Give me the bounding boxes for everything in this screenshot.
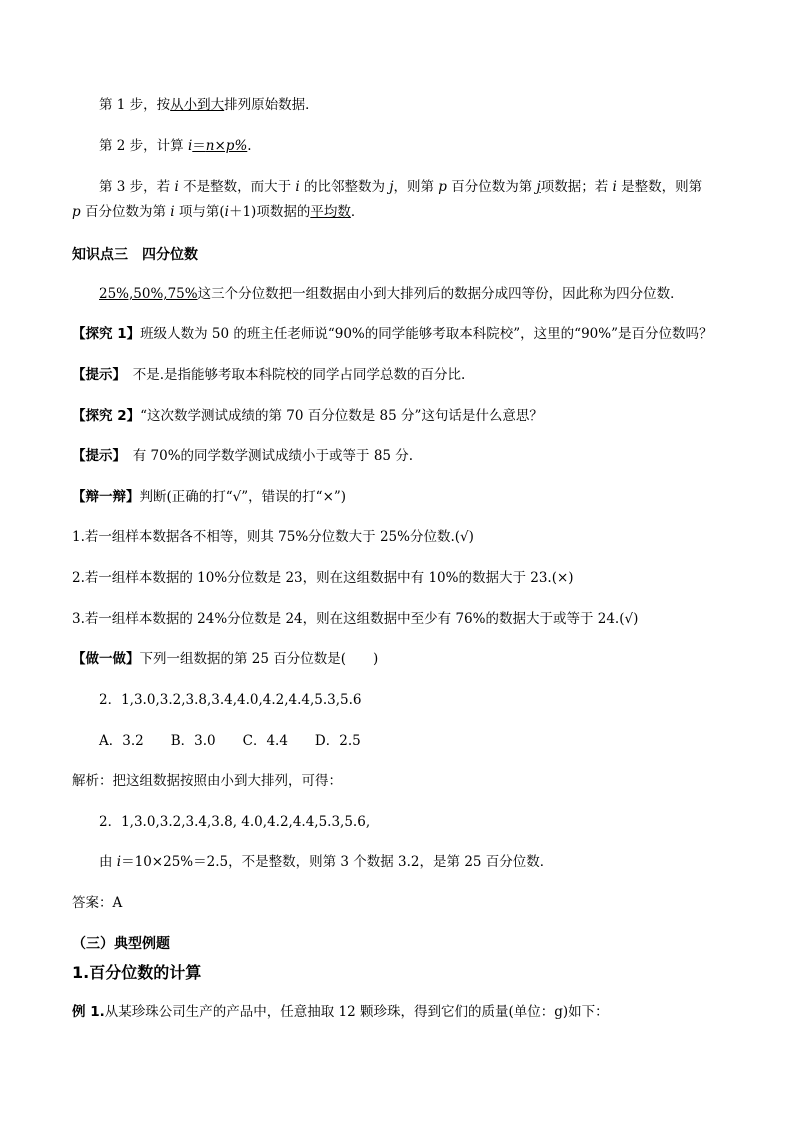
- subsection-percentile-calc: 1.百分位数的计算: [72, 963, 202, 982]
- step2-line: 第 2 步，计算 i＝n×p%.: [99, 138, 252, 154]
- judgement-2: 2.若一组样本数据的 10%分位数是 23，则在这组数据中有 10%的数据大于 23.(×): [72, 570, 574, 586]
- answer-options: A．3.2 B．3.0 C．4.4 D．2.5: [99, 733, 361, 749]
- knowledge-point-3-title: 知识点三 四分位数: [72, 247, 198, 263]
- analysis-text: 解析：把这组数据按照由小到大排列，可得：: [72, 773, 342, 789]
- calculation: 由 i＝10×25%＝2.5，不是整数，则第 3 个数据 3.2，是第 25 百分位数．: [99, 854, 554, 870]
- judgement-3: 3.若一组样本数据的 24%分位数是 24，则在这组数据中至少有 76%的数据大于或等于 24.(√): [72, 611, 639, 627]
- step3-line1: 第 3 步，若 i 不是整数，而大于 i 的比邻整数为 j，则第 p 百分位数为第 j项数据；若 i 是整数，则第: [99, 179, 703, 195]
- sorted-data-list: 2．1,3.0,3.2,3.4,3.8, 4.0,4.2,4.4,5.3,5.6,: [99, 814, 371, 830]
- explore-1: 【探究 1】班级人数为 50 的班主任老师说“90%的同学能够考取本科院校”，这里的“90%”是百分位数吗？: [72, 326, 713, 342]
- step1-line: 第 1 步，按从小到大排列原始数据．: [99, 97, 319, 113]
- hint-1: 【提示】 不是.是指能够考取本科院校的同学占同学总数的百分比.: [72, 367, 466, 383]
- data-list: 2．1,3.0,3.2,3.8,3.4,4.0,4.2,4.4,5.3,5.6: [99, 692, 362, 708]
- section-typical-examples: （三）典型例题: [72, 936, 170, 952]
- kp3-body: 25%,50%,75%这三个分位数把一组数据由小到大排列后的数据分成四等份，因此称为四分位数．: [99, 286, 684, 302]
- debate-heading: 【辩一辩】判断(正确的打“√”，错误的打“×”): [72, 489, 347, 505]
- example-1: 例 1.从某珍珠公司生产的产品中，任意抽取 12 颗珍珠，得到它们的质量(单位：g)如下：: [72, 1004, 609, 1020]
- step3-line2: p 百分位数为第 i 项与第(i＋1)项数据的平均数．: [72, 204, 365, 220]
- explore-2: 【探究 2】“这次数学测试成绩的第 70 百分位数是 85 分”这句话是什么意思？: [72, 408, 543, 424]
- judgement-1: 1.若一组样本数据各不相等，则其 75%分位数大于 25%分位数.(√): [72, 529, 474, 545]
- try-it-question: 【做一做】下列一组数据的第 25 百分位数是( ): [72, 651, 379, 667]
- answer: 答案：A: [72, 895, 123, 911]
- hint-2: 【提示】 有 70%的同学数学测试成绩小于或等于 85 分.: [72, 448, 414, 464]
